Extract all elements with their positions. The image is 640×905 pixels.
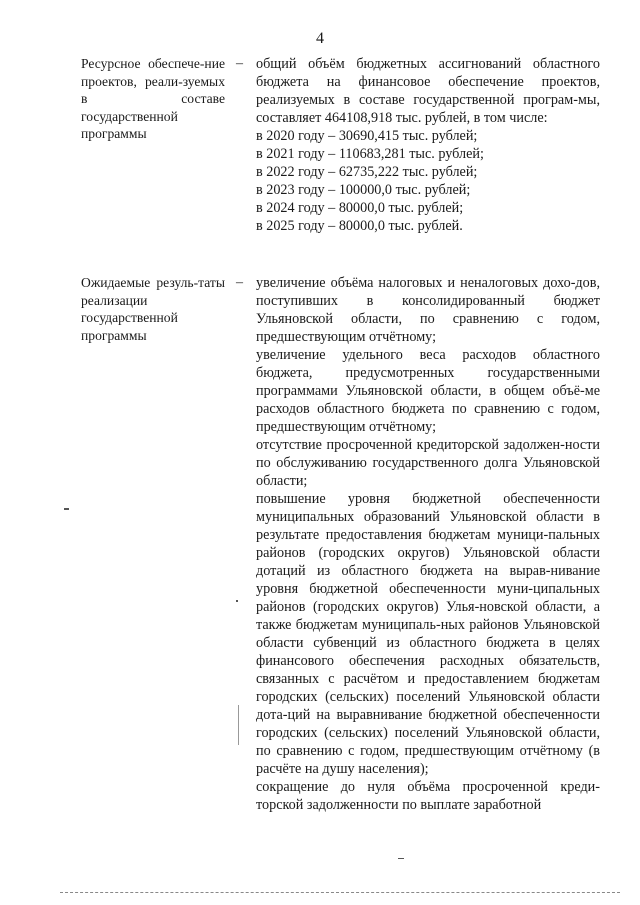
scan-mark [236,600,238,602]
scan-mark [398,858,404,859]
list-item: в 2024 году – 80000,0 тыс. рублей; [256,200,464,216]
page-number: 4 [316,30,324,47]
paragraph: повышение уровня бюджетной обеспеченности муниципальных образований Ульяновской области в результате предоставления бюджетам муници-пальных районов (городских округов) Ульяновской области дотаций из областного бюджета на вырав-нивание уровня бюджетной обеспеченности муни-ципальных районов (городских округов) Улья-новской области, а также бюджетам муниципаль-ных районов Ульяновской области субвенций из областного бюджета в целях финансового обеспечения расходных обязательств, связанных с расчётом и предоставлением бюджетам городских (сельских) поселений Ульяновской области дота-ций на выравнивание бюджетной обеспеченности городских (сельских) поселений Ульяновской области, по сравнению с годом, предшествующим отчётному (в расчёте на душу населения); [256,491,600,777]
section-content [256,274,600,814]
scan-mark [64,508,69,510]
scan-edge [60,892,620,893]
section-label: Ожидаемые резуль-таты реализации государственной программы [81,275,225,343]
paragraph: увеличение удельного веса расходов областного бюджета, предусмотренных государственными программами Ульяновской области, в общем объё-ме расходов областного бюджета по сравнению с годом, предшествующим отчётному; [256,347,600,435]
section-dash: – [236,56,243,71]
paragraph: увеличение объёма налоговых и неналоговых дохо-дов, поступивших в консолидированный бюджет Ульяновской области, по сравнению с годом, предшествующим отчётному; [256,275,600,345]
list-item: в 2022 году – 62735,222 тыс. рублей; [256,164,478,180]
paragraph: общий объём бюджетных ассигнований областного бюджета на финансовое обеспечение проектов, реализуемых в составе государственной програм-мы, составляет 464108,918 тыс. рублей, в том числе: [256,56,600,126]
paragraph: сокращение до нуля объёма просроченной креди-торской задолженности по выплате заработной [256,779,600,813]
section-content [256,55,600,235]
list-item: в 2021 году – 110683,281 тыс. рублей; [256,146,484,162]
section-label: Ресурсное обеспече-ние проектов, реали-зуемых в составе государственной программы [81,56,225,141]
list-item: в 2025 году – 80000,0 тыс. рублей. [256,218,463,234]
list-item: в 2020 году – 30690,415 тыс. рублей; [256,128,478,144]
section-dash: – [236,275,243,290]
scan-mark [238,705,239,745]
list-item: в 2023 году – 100000,0 тыс. рублей; [256,182,471,198]
paragraph: отсутствие просроченной кредиторской задолжен-ности по обслуживанию государственного долга Ульяновской области; [256,437,600,489]
